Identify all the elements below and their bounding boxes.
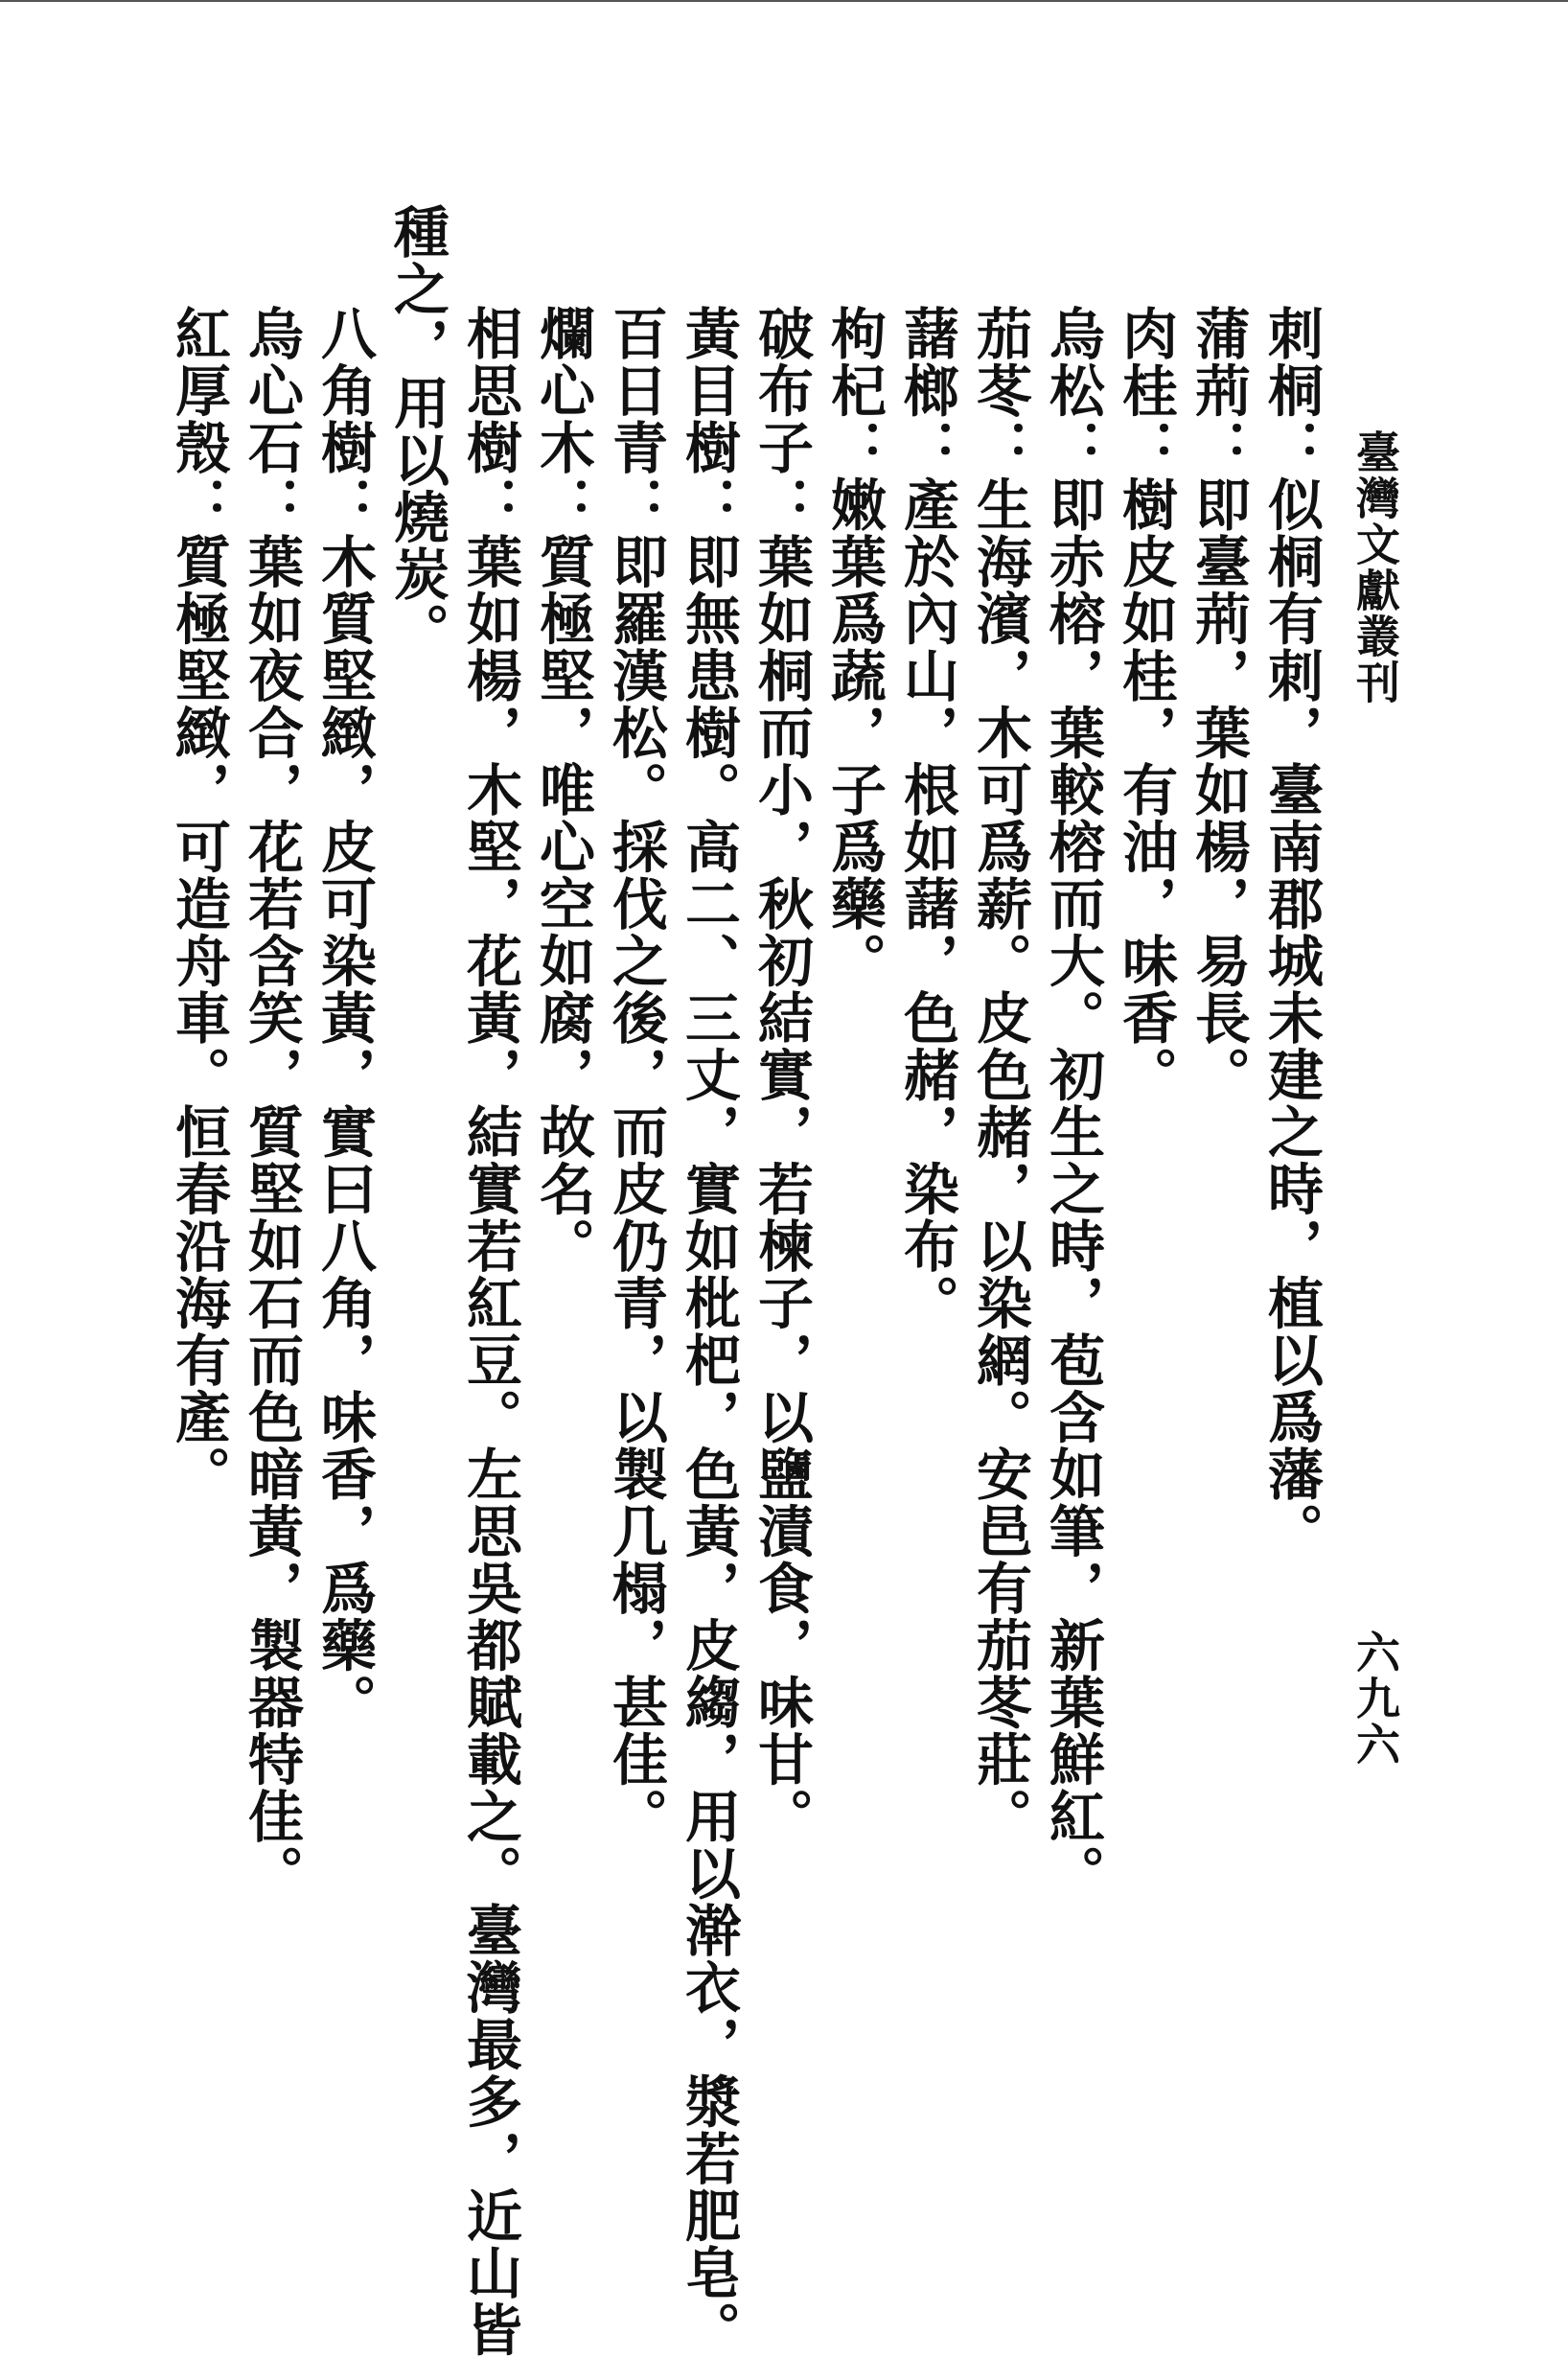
entry-citong: 刺桐：似桐有刺，臺南郡城未建之時，植以爲藩。 bbox=[1258, 305, 1324, 1560]
entry-honghouke: 紅厚殼：質極堅緻，可造舟車。恒春沿海有產。 bbox=[166, 305, 231, 1503]
entry-xiangsishu: 相思樹：葉如楊，木堅，花黃，結實若紅豆。左思吳都賦載之。臺灣最多，近山皆 bbox=[457, 305, 522, 2358]
entry-bairiqing: 百日青：即羅漢松。採伐之後，而皮仍青，以製几榻，甚佳。 bbox=[603, 305, 668, 1845]
entry-wusong: 烏松：即赤榕，葉較榕而大。初生之時，苞含如筆，新葉鮮紅。 bbox=[1040, 305, 1105, 1902]
entry-rougui: 肉桂：樹皮如桂，有油，味香。 bbox=[1113, 305, 1178, 1103]
page-number: 六九六 bbox=[1349, 1630, 1401, 1768]
entry-gouqi: 枸杞：嫩葉爲蔬，子爲藥。 bbox=[821, 305, 887, 989]
entry-pobuzi: 破布子：葉如桐而小，秋初結實，若楝子，以鹽漬食，味甘。 bbox=[749, 305, 814, 1845]
entry-shulang: 藷榔：產於內山，根如藷，色赭，染布。 bbox=[894, 305, 959, 1331]
entry-xiangsishu-continued: 種之，用以燒炭。 bbox=[384, 203, 450, 659]
entry-lanxinmu: 爛心木：質極堅，唯心空如腐，故名。 bbox=[530, 305, 595, 1275]
entry-pujing: 蒲荊：即臺荊，葉如楊，易長。 bbox=[1186, 305, 1251, 1103]
entry-jiadong: 茄苳：生海濱，木可爲薪。皮色赭，以染網。安邑有茄苳莊。 bbox=[967, 305, 1032, 1845]
entry-huangmushu: 黃目樹：即無患樹。高二、三丈，實如枇杷，色黃，皮縐，用以澣衣，漿若肥皂。 bbox=[676, 305, 741, 2358]
entry-bajiaoshu: 八角樹：木質堅緻，皮可染黃，實曰八角，味香，爲藥。 bbox=[311, 305, 377, 1731]
top-border-rule bbox=[0, 0, 1568, 2]
entry-wuxinshi: 烏心石：葉如夜合，花若含笑，質堅如石而色暗黃，製器特佳。 bbox=[239, 305, 304, 1902]
series-title: 臺灣文獻叢刊 bbox=[1349, 429, 1401, 705]
